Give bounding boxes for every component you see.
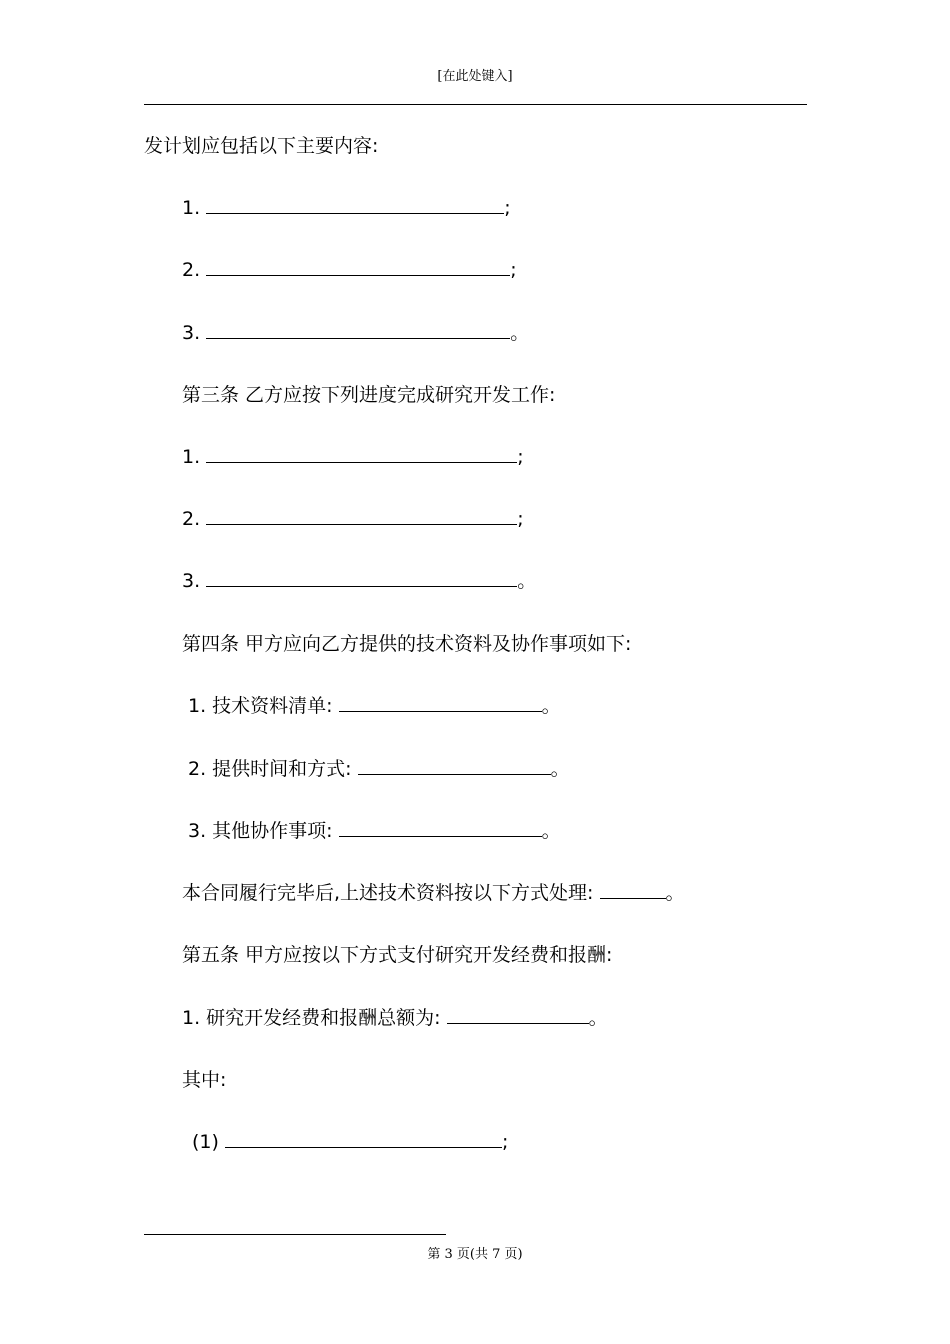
item-punctuation: 。 xyxy=(588,1007,608,1029)
footnote-rule xyxy=(144,1234,446,1235)
item-punctuation: 。 xyxy=(665,882,685,904)
item-label: 1. 研究开发经费和报酬总额为: xyxy=(182,1007,441,1029)
item-number: 1. xyxy=(182,197,201,219)
tech-docs-item xyxy=(188,694,561,718)
item-punctuation: 。 xyxy=(517,570,537,592)
item-punctuation: 。 xyxy=(550,758,570,780)
page-header: [在此处键入] xyxy=(437,69,513,84)
fill-in-blank xyxy=(206,569,517,587)
page-footer: 第 3 页(共 7 页) xyxy=(427,1247,523,1262)
item-number: 3. xyxy=(182,570,201,592)
fill-in-blank xyxy=(339,694,542,712)
item-punctuation: ; xyxy=(517,508,524,530)
other-cooperation-item xyxy=(188,819,561,843)
delivery-item xyxy=(188,757,570,781)
paragraph-label: 本合同履行完毕后,上述技术资料按以下方式处理: xyxy=(182,882,594,904)
fill-in-blank xyxy=(600,881,666,899)
intro-paragraph: 发计划应包括以下主要内容: xyxy=(144,135,379,157)
plan-item-1 xyxy=(182,196,511,220)
item-punctuation: 。 xyxy=(541,820,561,842)
item-number: 1. xyxy=(182,446,201,468)
fill-in-blank xyxy=(206,507,517,525)
fill-in-blank xyxy=(339,819,542,837)
fill-in-blank xyxy=(206,196,504,214)
schedule-item-1 xyxy=(182,445,524,469)
item-punctuation: ; xyxy=(517,446,524,468)
item-number: 2. xyxy=(182,259,201,281)
item-punctuation: ; xyxy=(510,259,517,281)
plan-item-3 xyxy=(182,321,529,345)
fill-in-blank xyxy=(206,258,510,276)
among-label: 其中: xyxy=(182,1069,227,1091)
item-punctuation: 。 xyxy=(541,695,561,717)
schedule-item-2 xyxy=(182,507,524,531)
header-rule xyxy=(144,104,807,105)
fill-in-blank xyxy=(206,321,510,339)
item-punctuation: ; xyxy=(504,197,511,219)
schedule-item-3 xyxy=(182,569,536,593)
article-5-heading: 第五条 甲方应按以下方式支付研究开发经费和报酬: xyxy=(182,944,613,966)
item-number: (1) xyxy=(192,1131,219,1153)
plan-item-2 xyxy=(182,258,517,282)
item-punctuation: 。 xyxy=(510,322,530,344)
fill-in-blank xyxy=(447,1006,589,1024)
item-label: 3. 其他协作事项: xyxy=(188,820,333,842)
item-number: 3. xyxy=(182,322,201,344)
fill-in-blank xyxy=(225,1130,502,1148)
item-label: 2. 提供时间和方式: xyxy=(188,758,352,780)
total-fee-item xyxy=(182,1006,608,1030)
item-label: 1. 技术资料清单: xyxy=(188,695,333,717)
fill-in-blank xyxy=(358,757,551,775)
article-3-heading: 第三条 乙方应按下列进度完成研究开发工作: xyxy=(182,384,556,406)
article-4-heading: 第四条 甲方应向乙方提供的技术资料及协作事项如下: xyxy=(182,633,632,655)
fill-in-blank xyxy=(206,445,517,463)
item-punctuation: ; xyxy=(501,1131,509,1153)
item-number: 2. xyxy=(182,508,201,530)
document-disposal-paragraph xyxy=(182,881,685,905)
sub-item-1 xyxy=(192,1130,508,1154)
